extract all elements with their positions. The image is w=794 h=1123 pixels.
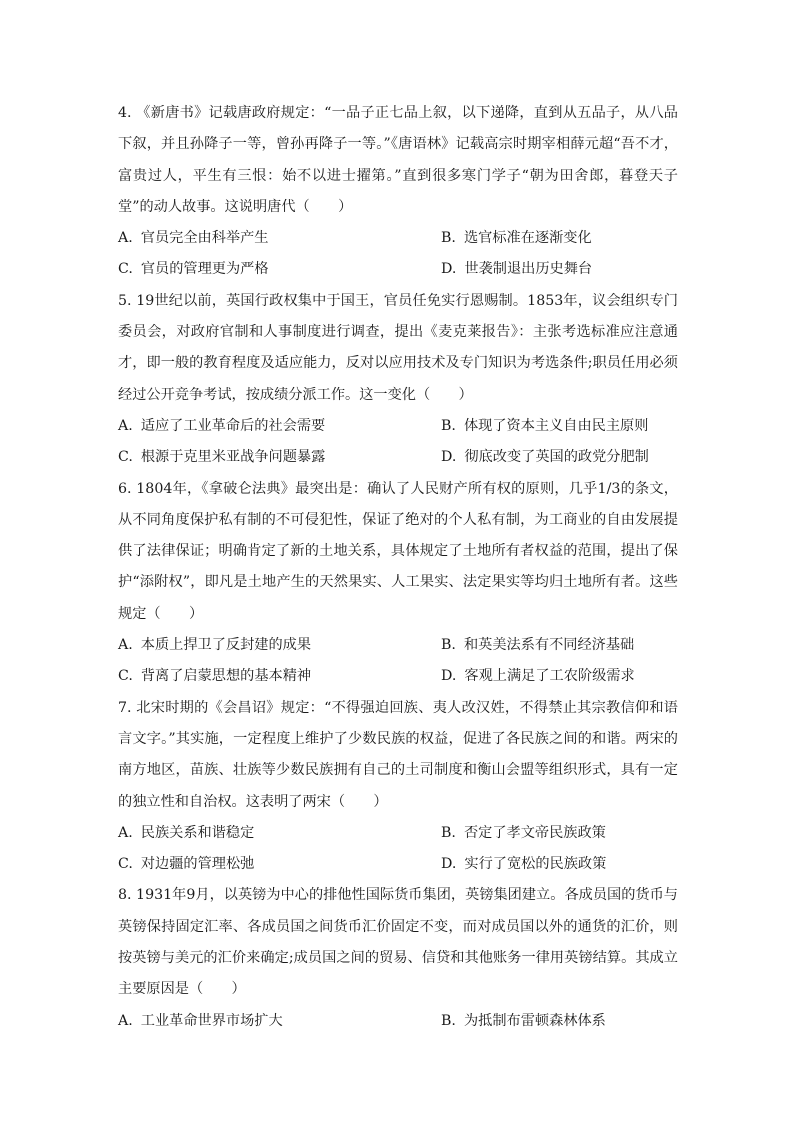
option-letter: C.	[118, 449, 133, 466]
option-a	[118, 630, 441, 661]
option-letter: A.	[118, 230, 133, 247]
option-text: 客观上满足了工农阶级需求	[464, 668, 635, 685]
option-text: 实行了宽松的民族政策	[464, 856, 607, 873]
option-b	[441, 818, 678, 849]
option-letter: C.	[118, 261, 133, 278]
option-letter: C.	[118, 668, 133, 685]
option-text: 适应了工业革命后的社会需要	[140, 417, 326, 434]
question-4	[118, 98, 678, 286]
option-letter: B.	[441, 417, 456, 434]
option-letter: B.	[441, 1012, 456, 1029]
question-text: 7. 北宋时期的《会昌诏》规定：“不得强迫回族、夷人改汉姓，不得禁止其宗教信仰和语言文字。”其实施，一定程度上维护了少数民族的权益，促进了各民族之间的和谐。两宋的南方地区，苗族、壮族等少数民族拥有自己的土司制度和衡山会盟等组织形式，具有一定的独立性和自治权。这表明了两宋（ ）	[118, 699, 678, 810]
option-text: 背离了启蒙思想的基本精神	[140, 668, 312, 685]
option-a	[118, 1006, 441, 1037]
option-letter: A.	[118, 1012, 133, 1029]
option-letter: B.	[441, 230, 456, 247]
option-a	[118, 818, 441, 849]
option-c	[118, 254, 441, 285]
option-letter: C.	[118, 856, 133, 873]
option-b	[441, 630, 678, 661]
document-page	[118, 98, 678, 1037]
option-text: 民族关系和谐稳定	[140, 824, 255, 841]
option-text: 根源于克里米亚战争问题暴露	[140, 449, 326, 466]
question-text: 6. 1804年，《拿破仑法典》最突出是：确认了人民财产所有权的原则，几乎1/3的条文，从不同角度保护私有制的不可侵犯性，保证了绝对的个人私有制，为工商业的自由发展提供了法律保证；明确肯定了新的土地关系，具体规定了土地所有者权益的范围，提出了保护“添附权”，即凡是土地产生的天然果实、人工果实、法定果实等均归土地所有者。这些规定（ ）	[118, 480, 678, 622]
option-letter: A.	[118, 637, 133, 654]
option-a	[118, 411, 441, 442]
option-letter: B.	[441, 824, 456, 841]
options	[118, 411, 678, 474]
options	[118, 223, 678, 286]
options	[118, 1006, 678, 1037]
option-letter: B.	[441, 637, 456, 654]
option-c	[118, 849, 441, 880]
option-text: 对边疆的管理松弛	[140, 856, 255, 873]
option-d	[441, 254, 678, 285]
option-text: 世袭制退出历史舞台	[464, 261, 593, 278]
question-text: 4. 《新唐书》记载唐政府规定：“一品子正七品上叙，以下递降，直到从五品子，从八品下叙，并且孙降子一等，曾孙再降子一等。”《唐语林》记载高宗时期宰相薛元超“吾不才，富贵过人，平生有三恨：始不以进士擢第。”直到很多寒门学子“朝为田舍郎，暮登天子堂”的动人故事。这说明唐代（ ）	[118, 105, 678, 215]
option-text: 官员的管理更为严格	[140, 261, 269, 278]
option-text: 为抵制布雷顿森林体系	[463, 1012, 606, 1029]
option-d	[441, 442, 678, 473]
option-text: 彻底改变了英国的政党分肥制	[464, 449, 649, 466]
option-text: 否定了孝文帝民族政策	[463, 824, 606, 841]
option-letter: D.	[441, 449, 457, 466]
option-c	[118, 661, 441, 692]
option-b	[441, 411, 678, 442]
options	[118, 818, 678, 881]
question-7	[118, 693, 678, 881]
option-c	[118, 442, 441, 473]
option-letter: D.	[441, 261, 457, 278]
option-letter: A.	[118, 824, 133, 841]
question-text: 8. 1931年9月，以英镑为中心的排他性国际货币集团，英镑集团建立。各成员国的货币与英镑保持固定汇率、各成员国之间货币汇价固定不变，而对成员国以外的通货的汇价，则按英镑与美元的汇价来确定;成员国之间的贸易、信贷和其他账务一律用英镑结算。其成立主要原因是（ ）	[118, 887, 678, 998]
option-text: 选官标准在逐渐变化	[463, 230, 592, 247]
option-letter: D.	[441, 856, 457, 873]
option-letter: A.	[118, 417, 133, 434]
option-letter: D.	[441, 668, 457, 685]
options	[118, 630, 678, 693]
question-5	[118, 286, 678, 474]
question-6	[118, 474, 678, 693]
option-a	[118, 223, 441, 254]
option-text: 官员完全由科举产生	[140, 230, 269, 247]
option-text: 工业革命世界市场扩大	[140, 1012, 283, 1029]
option-b	[441, 223, 678, 254]
option-text: 和英美法系有不同经济基础	[463, 637, 635, 654]
question-text: 5. 19世纪以前，英国行政权集中于国王，官员任免实行恩赐制。1853年，议会组织专门委员会，对政府官制和人事制度进行调查，提出《麦克莱报告》：主张考选标准应注意通才，即一般的教育程度及适应能力，反对以应用技术及专门知识为考选条件;职员任用必须经过公开竞争考试，按成绩分派工作。这一变化（ ）	[118, 292, 678, 403]
option-d	[441, 849, 678, 880]
question-8	[118, 880, 678, 1036]
option-b	[441, 1006, 678, 1037]
option-d	[441, 661, 678, 692]
option-text: 体现了资本主义自由民主原则	[463, 417, 649, 434]
option-text: 本质上捍卫了反封建的成果	[140, 637, 312, 654]
